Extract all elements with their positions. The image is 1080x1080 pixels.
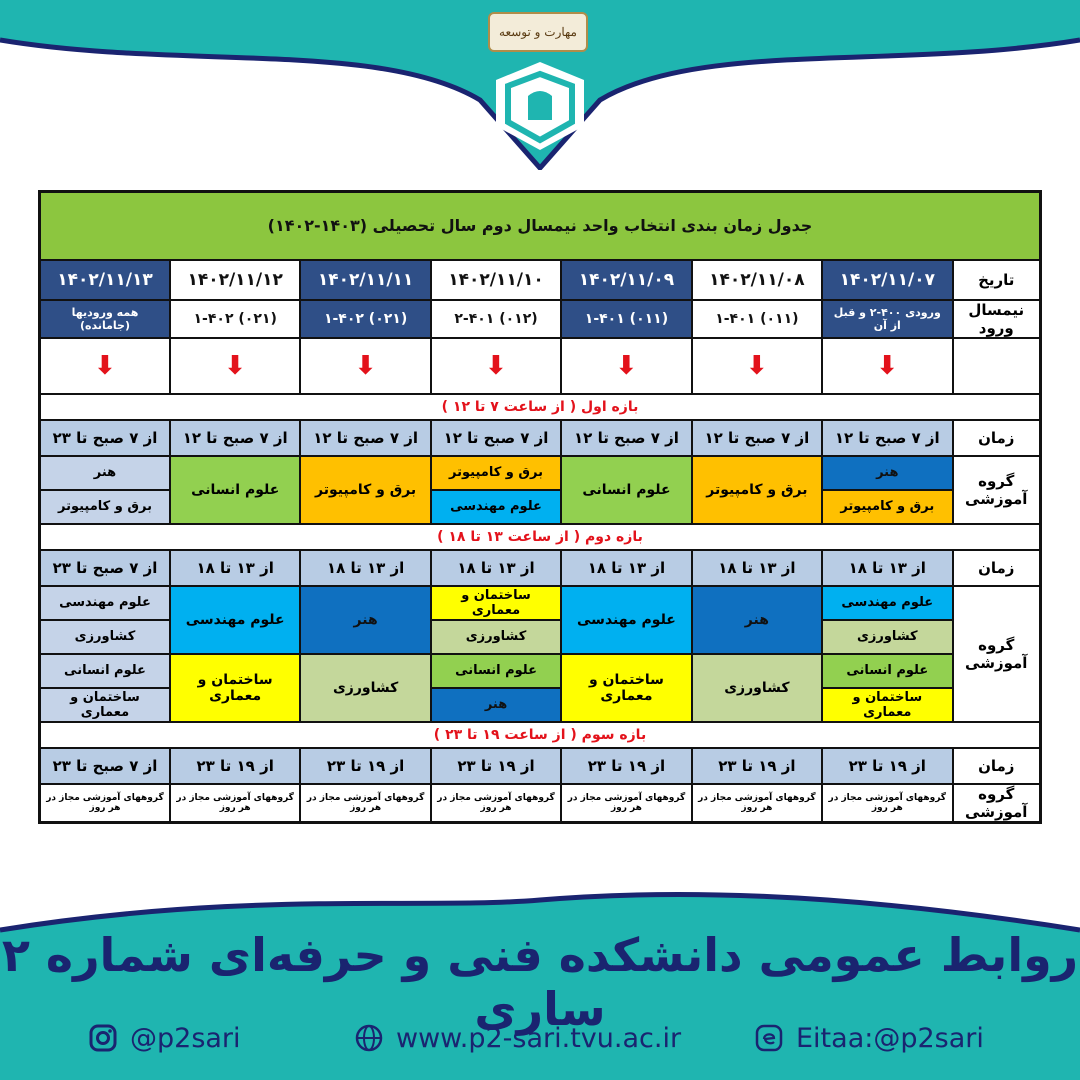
- period-2-label: بازه دوم ( از ساعت ۱۳ تا ۱۸ ): [40, 524, 1041, 550]
- group-cell: ساختمان و معماری: [170, 654, 300, 722]
- group-cell: برق و کامپیوتر: [40, 490, 170, 524]
- entry-row: [40, 300, 1041, 338]
- period-2-group-row-a: [40, 586, 1041, 620]
- time-cell: از ۱۳ تا ۱۸: [822, 550, 952, 586]
- time-cell: از ۱۹ تا ۲۳: [692, 748, 822, 784]
- time-cell: از ۱۹ تا ۲۳: [822, 748, 952, 784]
- group-note-cell: گروههای آموزشی مجاز در هر روز: [40, 784, 170, 823]
- date-cell: ۱۴۰۲/۱۱/۱۱: [300, 260, 430, 300]
- group-label: گروه آموزشی: [953, 456, 1041, 524]
- group-cell: علوم انسانی: [431, 654, 561, 688]
- eitaa-contact[interactable]: [752, 1018, 984, 1058]
- entry-cell: (۰۱۲) ۲-۴۰۱: [431, 300, 561, 338]
- entry-cell: (۰۱۱) ۱-۴۰۱: [692, 300, 822, 338]
- group-cell: برق و کامپیوتر: [692, 456, 822, 524]
- time-cell: از ۷ صبح تا ۱۲: [170, 420, 300, 456]
- down-arrow-icon: ⬇: [94, 350, 116, 381]
- date-cell: ۱۴۰۲/۱۱/۰۹: [561, 260, 691, 300]
- period-2-row: [40, 524, 1041, 550]
- group-cell: هنر: [431, 688, 561, 722]
- instagram-contact[interactable]: [86, 1018, 241, 1058]
- time-cell: از ۱۳ تا ۱۸: [300, 550, 430, 586]
- group-cell: هنر: [40, 456, 170, 490]
- entry-cell: (۰۲۱) ۱-۴۰۲: [170, 300, 300, 338]
- group-cell: هنر: [822, 456, 952, 490]
- period-2-group-row-c: [40, 654, 1041, 688]
- date-cell: ۱۴۰۲/۱۱/۱۰: [431, 260, 561, 300]
- eitaa-icon: [752, 1021, 786, 1055]
- group-note-cell: گروههای آموزشی مجاز در هر روز: [300, 784, 430, 823]
- group-label: گروه آموزشی: [953, 586, 1041, 722]
- time-cell: از ۷ صبح تا ۲۳: [40, 420, 170, 456]
- table-title-row: [40, 192, 1041, 260]
- date-row: [40, 260, 1041, 300]
- group-cell: کشاورزی: [300, 654, 430, 722]
- group-cell: ساختمان و معماری: [822, 688, 952, 722]
- period-3-row: [40, 722, 1041, 748]
- period-1-row: [40, 394, 1041, 420]
- time-cell: از ۱۳ تا ۱۸: [170, 550, 300, 586]
- instagram-icon: [86, 1021, 120, 1055]
- entry-cell: (۰۱۱) ۱-۴۰۱: [561, 300, 691, 338]
- time-cell: از ۱۳ تا ۱۸: [561, 550, 691, 586]
- arrow-row: [40, 338, 1041, 394]
- group-cell: ساختمان و معماری: [431, 586, 561, 620]
- group-cell: علوم مهندسی: [40, 586, 170, 620]
- time-cell: از ۷ صبح تا ۱۲: [431, 420, 561, 456]
- group-cell: برق و کامپیوتر: [822, 490, 952, 524]
- group-label: گروه آموزشی: [953, 784, 1041, 823]
- group-cell: کشاورزی: [692, 654, 822, 722]
- group-cell: هنر: [692, 586, 822, 654]
- period-3-label: بازه سوم ( از ساعت ۱۹ تا ۲۳ ): [40, 722, 1041, 748]
- group-note-cell: گروههای آموزشی مجاز در هر روز: [561, 784, 691, 823]
- period-3-group-row: [40, 784, 1041, 823]
- down-arrow-icon: ⬇: [615, 350, 638, 381]
- time-cell: از ۱۳ تا ۱۸: [692, 550, 822, 586]
- down-arrow-icon: ⬇: [224, 350, 247, 381]
- schedule-table-panel: [26, 180, 1056, 868]
- time-cell: از ۷ صبح تا ۱۲: [822, 420, 952, 456]
- table-title: جدول زمان بندی انتخاب واحد نیمسال دوم سال تحصیلی (۱۴۰۳-۱۴۰۲): [40, 192, 1041, 260]
- time-label: زمان: [953, 420, 1041, 456]
- time-cell: از ۱۹ تا ۲۳: [561, 748, 691, 784]
- website-contact[interactable]: [352, 1018, 681, 1058]
- schedule-table: [38, 190, 1042, 824]
- period-1-group-row-a: [40, 456, 1041, 490]
- time-label: زمان: [953, 748, 1041, 784]
- entry-cell: ورودی ۴۰۰-۲ و قبل از آن: [822, 300, 952, 338]
- down-arrow-icon: ⬇: [876, 350, 899, 381]
- group-cell: علوم انسانی: [170, 456, 300, 524]
- time-cell: از ۷ صبح تا ۱۲: [692, 420, 822, 456]
- group-cell: علوم مهندسی: [431, 490, 561, 524]
- period-1-time-row: [40, 420, 1041, 456]
- globe-icon: [352, 1021, 386, 1055]
- date-cell: ۱۴۰۲/۱۱/۰۷: [822, 260, 952, 300]
- down-arrow-icon: ⬇: [354, 350, 377, 381]
- group-cell: علوم انسانی: [822, 654, 952, 688]
- period-1-label: بازه اول ( از ساعت ۷ تا ۱۲ ): [40, 394, 1041, 420]
- group-note-cell: گروههای آموزشی مجاز در هر روز: [822, 784, 952, 823]
- slogan-logo: مهارت و توسعه: [488, 12, 588, 52]
- website-url: www.p2-sari.tvu.ac.ir: [396, 1022, 682, 1054]
- group-note-cell: گروههای آموزشی مجاز در هر روز: [170, 784, 300, 823]
- group-cell: برق و کامپیوتر: [300, 456, 430, 524]
- group-cell: علوم مهندسی: [822, 586, 952, 620]
- down-arrow-icon: ⬇: [485, 350, 507, 381]
- down-arrow-icon: ⬇: [745, 350, 768, 381]
- time-cell: از ۱۹ تا ۲۳: [300, 748, 430, 784]
- group-note-cell: گروههای آموزشی مجاز در هر روز: [431, 784, 561, 823]
- time-cell: از ۱۹ تا ۲۳: [431, 748, 561, 784]
- group-cell: ساختمان و معماری: [561, 654, 691, 722]
- time-cell: از ۷ صبح تا ۲۳: [40, 748, 170, 784]
- entry-cell: همه ورودیها (جامانده): [40, 300, 170, 338]
- group-cell: کشاورزی: [822, 620, 952, 654]
- footer-title: روابط عمومی دانشکده فنی و حرفه‌ای شماره ۲ ساری: [1, 928, 1079, 1036]
- group-cell: علوم انسانی: [561, 456, 691, 524]
- time-cell: از ۱۹ تا ۲۳: [170, 748, 300, 784]
- group-cell: هنر: [300, 586, 430, 654]
- group-cell: ساختمان و معماری: [40, 688, 170, 722]
- group-cell: برق و کامپیوتر: [431, 456, 561, 490]
- instagram-handle: @p2sari: [130, 1022, 241, 1054]
- eitaa-handle: Eitaa:@p2sari: [796, 1022, 984, 1054]
- group-cell: علوم انسانی: [40, 654, 170, 688]
- period-3-time-row: [40, 748, 1041, 784]
- group-cell: کشاورزی: [431, 620, 561, 654]
- entry-cell: (۰۲۱) ۱-۴۰۲: [300, 300, 430, 338]
- date-label: تاریخ: [953, 260, 1041, 300]
- time-cell: از ۷ صبح تا ۱۲: [561, 420, 691, 456]
- group-cell: کشاورزی: [40, 620, 170, 654]
- date-cell: ۱۴۰۲/۱۱/۱۲: [170, 260, 300, 300]
- entry-label: نیمسال ورود: [953, 300, 1041, 338]
- period-2-time-row: [40, 550, 1041, 586]
- group-cell: علوم مهندسی: [170, 586, 300, 654]
- time-label: زمان: [953, 550, 1041, 586]
- time-cell: از ۷ صبح تا ۲۳: [40, 550, 170, 586]
- date-cell: ۱۴۰۲/۱۱/۱۳: [40, 260, 170, 300]
- time-cell: از ۱۳ تا ۱۸: [431, 550, 561, 586]
- time-cell: از ۷ صبح تا ۱۲: [300, 420, 430, 456]
- date-cell: ۱۴۰۲/۱۱/۰۸: [692, 260, 822, 300]
- group-note-cell: گروههای آموزشی مجاز در هر روز: [692, 784, 822, 823]
- group-cell: علوم مهندسی: [561, 586, 691, 654]
